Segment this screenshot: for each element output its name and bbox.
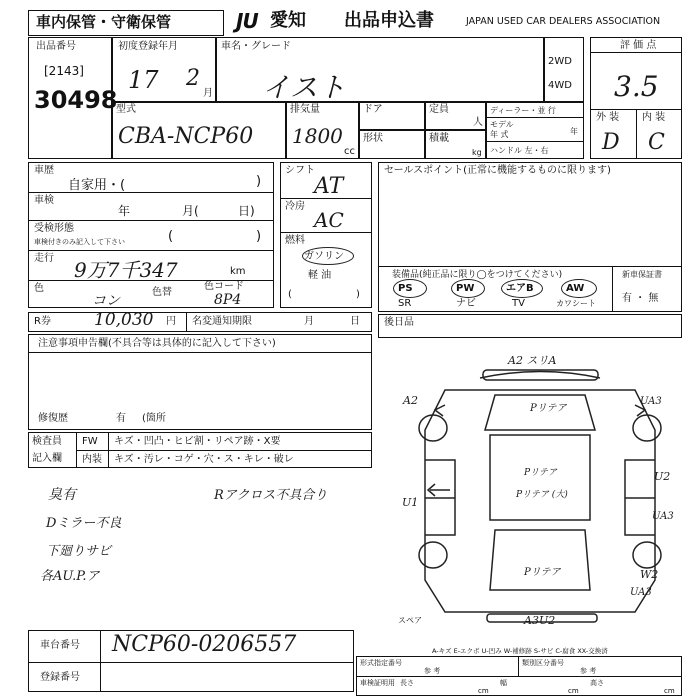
storage-title: 車内保管・守衛保管 (36, 13, 172, 31)
inspection-year: 年 (118, 204, 131, 218)
repair-has: 有 (116, 413, 126, 424)
cert-height: 高さ (590, 679, 604, 687)
model-year-unit: 年 (570, 127, 578, 136)
diag-mark-a2: A2 (403, 394, 418, 407)
cert-width: 幅 (500, 679, 507, 687)
inspector-label2: 記入欄 (32, 453, 62, 464)
type-code-value: CBA-NCP60 (118, 124, 254, 149)
displacement-value: 1800 (292, 124, 343, 148)
aircon-value: AC (314, 208, 344, 232)
inspector-row1: キズ・凹凸・ヒビ割・リペア跡・X要 (114, 436, 281, 447)
diag-mark-u2: U2 (654, 470, 671, 483)
displacement-unit: cc (344, 146, 355, 157)
fuel-gasoline: ガソリン (304, 251, 344, 262)
score-label: 評 価 点 (620, 40, 657, 51)
diag-mark-front: A2 スリA (508, 354, 557, 367)
new-warranty-label: 新車保証書 (622, 270, 662, 279)
receipt-open: ( (168, 229, 174, 244)
spare-label: スペア (398, 616, 422, 625)
diag-mark-hood: Pリテア (530, 403, 567, 414)
color-code-label: 色コード (204, 281, 244, 292)
history-value: 自家用・( (68, 178, 126, 193)
receipt-note: 車検付きのみ記入して下さい (34, 238, 125, 246)
history-close: ) (256, 174, 262, 189)
color-value: コン (92, 293, 120, 309)
registration-label: 初度登録年月 (118, 41, 178, 52)
inspection-day: 日) (238, 204, 255, 218)
repair-label: 修復歴 (38, 413, 68, 424)
equipment-aw: AW (566, 283, 585, 294)
hw-note-rear-across: Rアクロス不具合り (214, 488, 328, 503)
reg-number-label: 登録番号 (40, 672, 80, 683)
handle-label: ハンドル 左・右 (490, 146, 549, 155)
fuel-open: ( (288, 289, 292, 300)
color-code-value: 8P4 (214, 292, 242, 308)
lot-label: 出品番号 (36, 41, 76, 52)
receipt-close: ) (256, 229, 262, 244)
cert-length-cm: cm (478, 687, 489, 695)
drive-2wd: 2WD (548, 56, 572, 67)
inspector-row1-tag: FW (82, 436, 98, 447)
r-coupon-unit: 円 (166, 316, 176, 327)
color-label: 色 (34, 283, 44, 294)
model-year-label2: 年 式 (490, 130, 509, 139)
registration-month-unit: 月 (203, 88, 213, 99)
cert-length: 長さ (400, 679, 414, 687)
chassis-label: 車台番号 (40, 640, 80, 651)
equipment-airbag: エアB (506, 283, 534, 294)
recycle-label: 名変通知期限 (192, 316, 252, 327)
lot-number: 30498 (34, 86, 118, 114)
interior-grade: C (648, 130, 665, 155)
registration-year: 17 (128, 66, 159, 94)
capacity-unit: 人 (473, 117, 483, 128)
diag-mark-ua3-rear: UA3 (630, 587, 652, 598)
receipt-label: 受検形態 (34, 223, 74, 234)
mileage-label: 走行 (34, 253, 54, 264)
hw-note-each: 各AU.P.ア (40, 569, 100, 584)
mileage-value: 9万7千347 (74, 258, 178, 282)
cert-label: 車検証明用 (360, 679, 395, 687)
equipment-label: 装備品(純正品に限り◯をつけてください) (392, 270, 563, 280)
hw-note-underbody: 下廻りサビ (46, 544, 112, 559)
shift-value: AT (314, 174, 344, 199)
registration-month: 2 (186, 66, 200, 91)
diag-mark-trunk: Pリテア (524, 567, 561, 578)
fuel-diesel: 軽 油 (308, 270, 332, 281)
cert-note2-label: 参 考 (580, 667, 597, 675)
fuel-label: 燃料 (285, 235, 305, 246)
recycle-month: 月 (304, 316, 314, 327)
load-label: 積載 (429, 133, 449, 144)
inspector-row2: キズ・汚レ・コゲ・穴・ス・キレ・破レ (114, 454, 294, 465)
equipment-navi: ナビ (456, 298, 476, 309)
damage-legend: A-キズ E-エクボ U-凹み W-補修跡 S-サビ C-腐食 XX-交換済 (432, 647, 608, 655)
equipment-pw: PW (456, 283, 475, 294)
chassis-value: NCP60-0206557 (112, 632, 297, 657)
r-coupon-label: R券 (34, 316, 51, 327)
load-unit: kg (472, 148, 482, 157)
dealer-label: ディーラー・並 行 (490, 106, 556, 115)
drive-4wd: 4WD (548, 80, 572, 91)
diag-mark-roof-large: Pリテア (大) (516, 490, 568, 500)
equipment-tv: TV (512, 298, 525, 309)
body-shape-label: 形状 (363, 133, 383, 144)
diag-mark-ua3-mid: UA3 (652, 511, 674, 522)
rear-seat-label: 後日品 (384, 317, 414, 328)
diag-mark-rear: A3U2 (524, 614, 556, 627)
inspection-label: 車検 (34, 195, 54, 206)
ju-logo: JU (236, 9, 258, 33)
fuel-close: ) (356, 289, 360, 300)
sales-points-label: セールスポイント(正常に機能するものに限ります) (384, 165, 611, 176)
doors-label: ドア (363, 104, 383, 115)
inspector-label1: 検査員 (32, 436, 62, 447)
lot-code: [2143] (44, 64, 84, 78)
inspector-row2-tag: 内装 (82, 454, 102, 465)
cert-width-cm: cm (568, 687, 579, 695)
hw-note-smell: 臭有 (48, 487, 76, 503)
shift-label: シフト (285, 165, 315, 176)
rear-seat-box (378, 314, 682, 338)
new-warranty-options: 有 ・ 無 (622, 293, 659, 304)
diag-mark-ua3-right: UA3 (640, 396, 662, 407)
history-label: 車歴 (34, 165, 54, 176)
displacement-label: 排気量 (290, 104, 320, 115)
cert-height-cm: cm (664, 687, 675, 695)
capacity-label: 定員 (429, 104, 449, 115)
model-name-value: イスト (262, 71, 346, 104)
recycle-day: 日 (350, 316, 360, 327)
form-title: 出品申込書 (344, 10, 434, 31)
equipment-sr: SR (398, 298, 412, 309)
score-value: 3.5 (614, 70, 659, 103)
model-year-label1: モデル (490, 120, 514, 129)
equipment-ps: PS (398, 283, 413, 294)
mileage-unit: km (230, 266, 246, 277)
repair-place: (箇所 (142, 413, 166, 424)
cert-note-label: 参 考 (424, 667, 441, 675)
interior-label: 内 装 (642, 112, 666, 123)
diag-mark-w2: W2 (640, 568, 659, 581)
cert-type-label: 形式指定番号 (360, 659, 402, 667)
org-title: 愛知 (270, 10, 306, 31)
hw-note-door-mirror: Dミラー不良 (46, 516, 122, 531)
english-title: JAPAN USED CAR DEALERS ASSOCIATION (466, 16, 661, 27)
model-name-label: 車名・グレード (221, 41, 291, 52)
aircon-label: 冷房 (285, 201, 305, 212)
exterior-label: 外 装 (596, 112, 620, 123)
r-coupon-value: 10,030 (94, 310, 154, 330)
type-code-label: 型式 (116, 104, 136, 115)
inspection-month: 月( (182, 204, 199, 218)
equipment-seat: カワシート (556, 299, 596, 308)
exterior-grade: D (602, 130, 620, 155)
notes-label: 注意事項申告欄(不具合等は具体的に記入して下さい) (38, 338, 276, 349)
color-change-label: 色替 (152, 287, 172, 298)
diag-mark-u1: U1 (402, 496, 419, 509)
diag-mark-roof: Pリテア (524, 468, 557, 478)
cert-class-label: 類別区分番号 (522, 659, 564, 667)
